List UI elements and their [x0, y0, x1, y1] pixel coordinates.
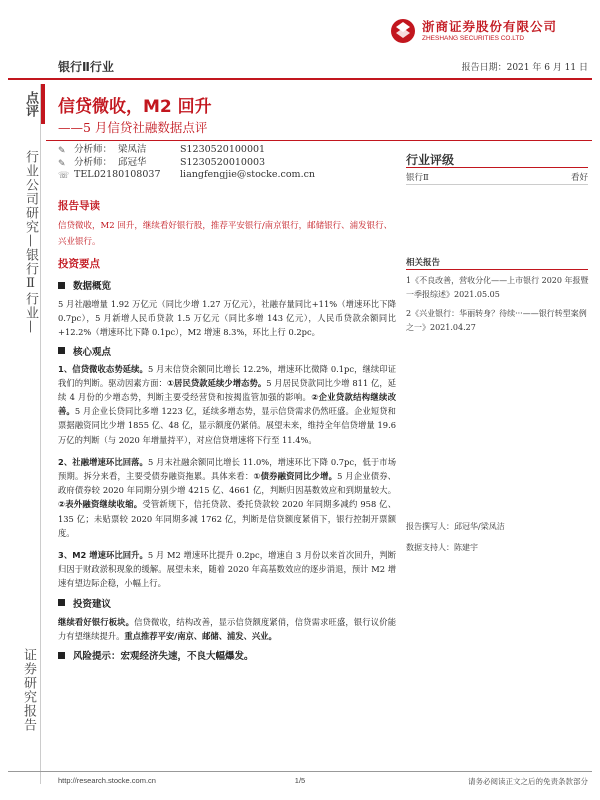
report-date: 报告日期：2021 年 6 月 11 日 — [461, 63, 588, 73]
point-1 — [58, 362, 396, 447]
analyst-label: 分析师： — [74, 144, 113, 155]
bullet-square-icon — [58, 347, 65, 354]
overview-title: 数据概览 — [73, 281, 112, 292]
point-2-sub-b: ②表外融资继续收缩。 — [58, 499, 143, 510]
related-report-item[interactable]: 2《兴业银行：华丽转身？待续···——银行转型案例之一》2021.04.27 — [406, 309, 587, 332]
related-reports-title: 相关报告 — [406, 258, 441, 268]
rating-sector: 银行Ⅱ — [406, 173, 429, 183]
company-name-en: ZHESHANG SECURITIES CO.LTD — [422, 34, 525, 42]
report-type-label: 点评 — [23, 91, 38, 117]
analyst-label: 分析师： — [74, 156, 113, 168]
company-logo — [390, 14, 595, 48]
report-title: 信贷微收，M2 回升 — [58, 97, 212, 117]
point-2-text-c: 受管新规下，信托贷款、委托贷款较 2020 年同期多减约 958 亿、135 亿；未贴票较 2020 年同期多减 1762 亿，判断是信贷额度紧俏下，银行控制开票额度。 — [58, 499, 396, 538]
footer-disclaimer: 请务必阅读正文之后的免责条款部分 — [468, 777, 588, 786]
rating-value: 看好 — [570, 173, 588, 183]
rating-row-divider — [406, 184, 588, 185]
analyst-cert: S1230520100001 — [180, 144, 266, 155]
point-2-text-b: 5 月企业债券、政府债券较 2020 年同期分别少增 4215 亿、4661 亿，判断归因基数效应和到期量较大。 — [58, 471, 396, 496]
industry-label: 银行Ⅱ行业 — [58, 60, 114, 74]
pen-icon: ✎ — [58, 158, 66, 169]
advice-lead: 继续看好银行板块。 — [58, 616, 135, 627]
analyst-cert: S1230520010003 — [180, 156, 266, 168]
contact-row — [58, 169, 315, 182]
point-2-text-a: 5 月末社融余额同比增长 11.0%，增速环比下降 0.7pc，低于市场预期。拆分来看，主要受债券融资拖累。具体来看： — [58, 456, 396, 482]
point-3-lead: 3、M2 增速环比回升。 — [58, 550, 148, 561]
point-1-text-a: 5 月末信贷余额同比增长 12.2%，增速环比微降 0.1pc，继续印证我们的判断。驱动因素方面： — [58, 363, 396, 388]
advice-picks: 重点推荐平安/南京、邮储、浦发、兴业。 — [124, 630, 277, 641]
footer-divider — [8, 771, 592, 772]
report-writers: 报告撰写人：邱冠华/梁凤洁 — [406, 522, 505, 531]
point-1-sub-b: ②企业贷款结构继续改善。 — [58, 392, 396, 417]
point-2-sub-a: ①债券融资同比少增。 — [253, 471, 338, 482]
related-report-item[interactable]: 1《不良改善，营收分化——上市银行 2020 年报暨一季报综述》2021.05.05 — [406, 276, 589, 299]
sidebar-divider — [40, 84, 41, 784]
guide-heading: 报告导读 — [58, 200, 100, 212]
point-1-lead: 1、信贷微收态势延续。 — [58, 363, 148, 374]
company-name-cn: 浙商证券股份有限公司 — [422, 18, 558, 34]
analyst-row — [58, 157, 315, 170]
related-reports-list — [406, 274, 590, 340]
advice-text — [58, 615, 396, 643]
main-content — [58, 196, 396, 662]
email-link[interactable]: liangfengjie@stocke.com.cn — [180, 169, 316, 180]
authors-block — [406, 516, 505, 558]
point-2-lead: 2、社融增速环比回落。 — [58, 456, 148, 467]
tel-value: 02180108037 — [94, 169, 161, 180]
sidebar-category: 行业公司研究—银行Ⅱ行业— — [23, 150, 38, 334]
core-views-heading — [58, 344, 396, 358]
point-3-text: 5 月 M2 增速环比提升 0.2pc，增速自 3 月份以来首次回升，判断归因于财政淤积现象的缓解。展望未来，随着 2020 年高基数效应的逐步消退，预计 M2 增速有望边际企稳，小幅上行。 — [58, 550, 397, 589]
analyst-name: 邱冠华 — [118, 156, 147, 168]
title-divider — [46, 140, 592, 141]
sidebar-report-kind: 证券研究报告 — [21, 648, 36, 732]
risk-heading — [58, 648, 396, 662]
advice-heading — [58, 596, 396, 610]
rating-title: 行业评级 — [406, 153, 455, 167]
related-divider — [406, 269, 588, 270]
risk-text: 风险提示：宏观经济失速，不良大幅爆发。 — [73, 651, 254, 663]
core-views-title: 核心观点 — [73, 346, 112, 358]
phone-icon: ☏ — [58, 171, 70, 182]
rating-divider — [406, 167, 588, 168]
bullet-square-icon — [58, 652, 65, 659]
zheshang-logo-icon — [390, 18, 416, 44]
tel-label: TEL: — [74, 169, 97, 180]
footer-url-link[interactable]: http://research.stocke.com.cn — [58, 776, 156, 785]
bullet-square-icon — [58, 599, 65, 606]
data-support: 数据支持人：陈建宇 — [406, 543, 478, 552]
sidebar-accent-bar — [41, 84, 45, 124]
header-divider — [8, 78, 592, 80]
point-1-text-c: 5 月企业长贷同比多增 1223 亿，延续多增态势，显示信贷需求仍然旺盛。企业短贷和票据融资同比少增 1855 亿、48 亿，显示额度仍紧俏。展望未来，维持全年信贷增量 19.6 万亿的判断（与 2020 年增量持平），对应信贷增速将下行至 11.4%。 — [58, 406, 396, 445]
point-3 — [58, 548, 396, 591]
analyst-row — [58, 144, 315, 157]
advice-title: 投资建议 — [73, 598, 112, 610]
points-heading: 投资要点 — [58, 258, 100, 270]
point-2 — [58, 455, 396, 540]
point-1-sub-a: ①居民贷款延续少增态势。 — [166, 377, 267, 388]
point-1-text-b: 5 月居民贷款同比少增 811 亿，延续 4 月份的少增态势，判断主要受经营贷和按揭监管加强的影响。 — [58, 377, 397, 403]
guide-text: 信贷微收，M2 回升，继续看好银行股，推荐平安银行/南京银行，邮储银行、浦发银行、兴业银行。 — [58, 221, 393, 247]
rating-row — [406, 171, 588, 183]
pen-icon: ✎ — [58, 146, 66, 157]
bullet-square-icon — [58, 282, 65, 289]
overview-text: 5 月社融增量 1.92 万亿元（同比少增 1.27 万亿元），社融存量同比+11%（增速环比下降 0.7pc），5 月新增人民币贷款 1.5 万亿元（同比多增 143 亿元），人民币贷款余额同比+12.2%（增速环比下降 0.1pc），M2 增速 8.3%，环比上行 0.2pc。 — [58, 299, 396, 338]
advice-body: 信贷微收，结构改善，显示信贷额度紧俏，信贷需求旺盛，银行议价能力有望继续提升。 — [58, 616, 396, 641]
analyst-name: 梁凤洁 — [118, 144, 147, 155]
report-subtitle: ——5 月信贷社融数据点评 — [58, 120, 208, 135]
page-number: 1/5 — [294, 776, 306, 785]
analyst-block — [58, 144, 315, 182]
overview-heading — [58, 278, 396, 292]
